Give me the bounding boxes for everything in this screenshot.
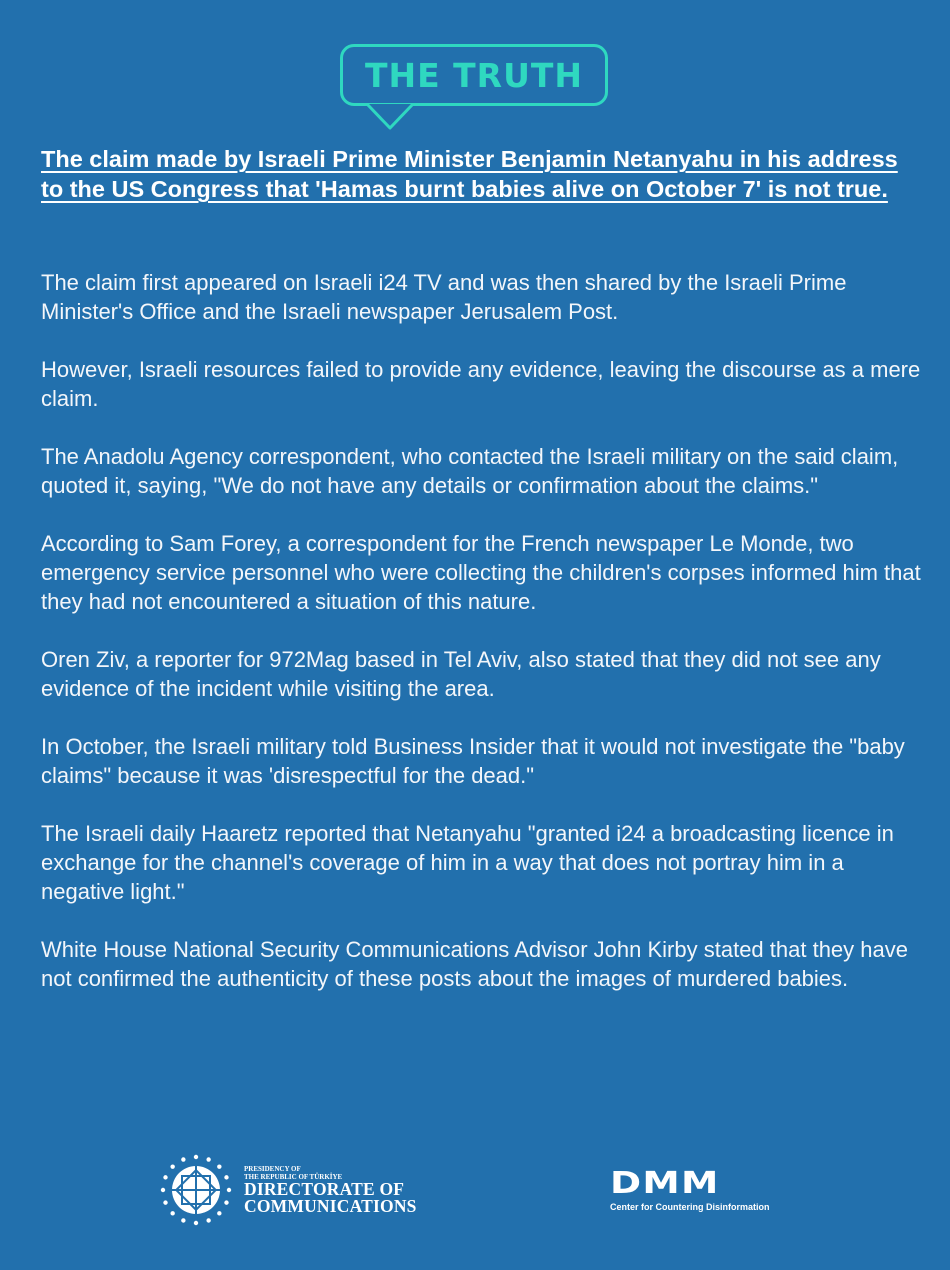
seal-star (217, 1211, 221, 1215)
seal-star (161, 1188, 165, 1192)
seal-star (170, 1211, 174, 1215)
paragraph: However, Israeli resources failed to provide any evidence, leaving the discourse as a mere claim. (41, 357, 921, 411)
header-title: THE TRUTH (364, 55, 583, 95)
paragraph: The claim first appeared on Israeli i24 TV and was then shared by the Israeli Prime Minister's Office and the Israeli newspaper Jerusalem Post. (41, 270, 847, 324)
paragraph: In October, the Israeli military told Business Insider that it would not investigate the "baby claims" because it was 'disrespectful for the dead." (41, 734, 905, 788)
dmm-logo (610, 1166, 770, 1212)
headline: The claim made by Israeli Prime Minister Benjamin Netanyahu in his address to the US Congress that 'Hamas burnt babies alive on October 7' is not true. (41, 146, 898, 202)
directorate-line3: DIRECTORATE OF (244, 1179, 405, 1199)
dmm-mark: DMM (610, 1166, 720, 1201)
seal-star (194, 1155, 198, 1159)
seal-star (206, 1157, 210, 1161)
star-seal-icon (158, 1152, 234, 1228)
speech-bubble-header (340, 44, 608, 106)
seal-star (181, 1218, 185, 1222)
seal-star (163, 1175, 167, 1179)
paragraph: Oren Ziv, a reporter for 972Mag based in Tel Aviv, also stated that they did not see any evidence of the incident while visiting the area. (41, 647, 881, 701)
dmm-subtitle: Center for Countering Disinformation (610, 1202, 770, 1212)
directorate-line1: PRESIDENCY OF (244, 1165, 301, 1173)
seal-star (206, 1218, 210, 1222)
paragraph: According to Sam Forey, a correspondent for the French newspaper Le Monde, two emergency service personnel who were collecting the children's corpses informed him that they had not encountered a situation of this nature. (41, 531, 921, 614)
seal-star (163, 1200, 167, 1204)
seal-star (217, 1164, 221, 1168)
paragraph: White House National Security Communications Advisor John Kirby stated that they have not confirmed the authenticity of these posts about the images of murdered babies. (41, 937, 908, 991)
directorate-of-communications-logo (158, 1152, 417, 1228)
seal-star (170, 1164, 174, 1168)
seal-star (224, 1175, 228, 1179)
paragraph: The Israeli daily Haaretz reported that Netanyahu "granted i24 a broadcasting licence in exchange for the channel's coverage of him in a way that does not portray him in a negative light." (41, 821, 894, 904)
seal-star (224, 1200, 228, 1204)
directorate-line4: COMMUNICATIONS (244, 1196, 417, 1216)
paragraph: The Anadolu Agency correspondent, who contacted the Israeli military on the said claim, quoted it, saying, "We do not have any details or confirmation about the claims." (41, 444, 899, 498)
directorate-line2: THE REPUBLIC OF TÜRKİYE (244, 1173, 343, 1181)
directorate-text (244, 1165, 417, 1215)
seal-star (194, 1221, 198, 1225)
seal-star (227, 1188, 231, 1192)
seal-star (181, 1157, 185, 1161)
article-body (41, 268, 921, 1022)
